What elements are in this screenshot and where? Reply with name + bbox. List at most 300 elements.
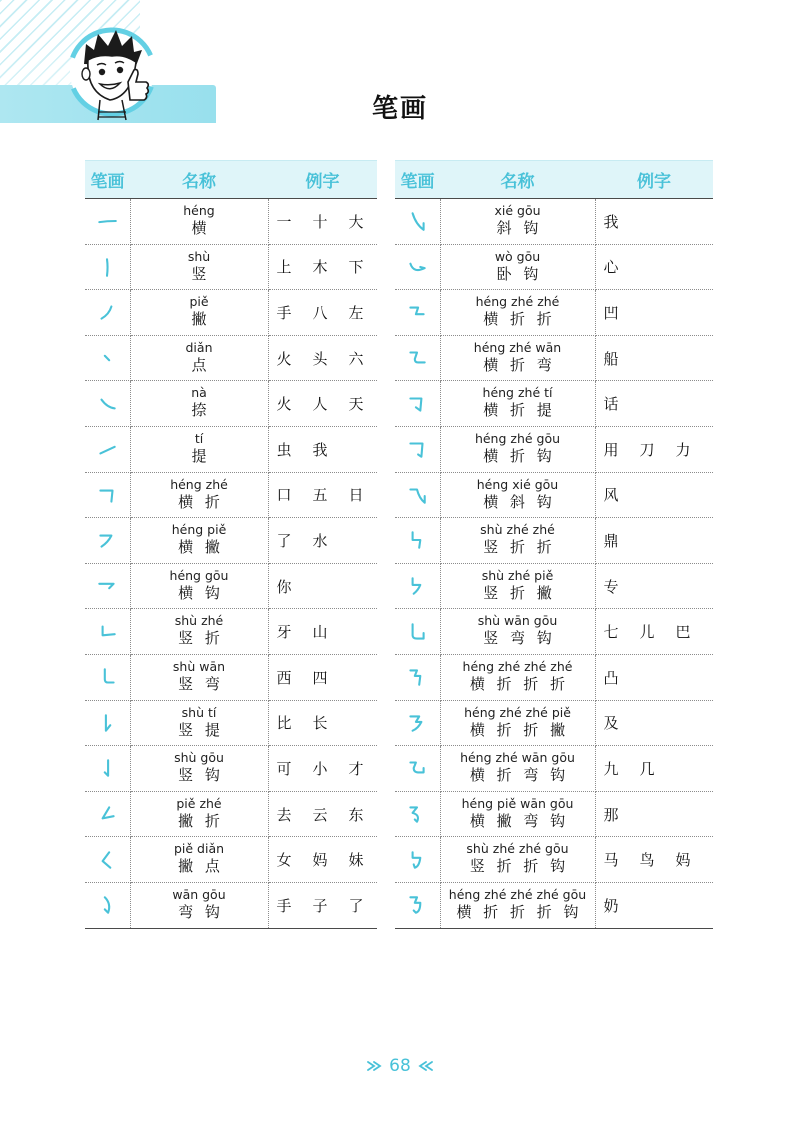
table-header-row	[395, 161, 713, 199]
examples-cell	[268, 518, 377, 564]
example-character: 八	[312, 303, 328, 322]
table-row	[85, 426, 377, 472]
example-character: 人	[312, 395, 328, 414]
heng-zhe-zhe-pie-stroke-icon	[406, 712, 428, 734]
example-character: 了	[348, 896, 364, 915]
example-character: 妈	[675, 851, 691, 870]
stroke-cell	[395, 381, 440, 427]
stroke-cell	[395, 472, 440, 518]
pinyin-label: shù wān	[172, 658, 226, 674]
table-header-row	[85, 161, 377, 199]
example-character: 子	[312, 896, 328, 915]
example-character: 长	[312, 714, 328, 733]
examples-cell	[595, 426, 713, 472]
stroke-name: 横 折 钩	[483, 446, 552, 465]
stroke-cell	[395, 335, 440, 381]
name-cell	[440, 472, 595, 518]
pinyin-label: diǎn	[185, 339, 213, 355]
pinyin-label: piě zhé	[176, 795, 222, 811]
pinyin-label: piě	[189, 294, 209, 310]
table-row	[85, 335, 377, 381]
stroke-cell	[85, 882, 130, 928]
stroke-cell	[85, 381, 130, 427]
pinyin-label: shù zhé zhé	[480, 522, 555, 538]
header-examples: 例字	[595, 161, 713, 199]
wo-gou-stroke-icon	[406, 256, 428, 278]
table-row	[85, 700, 377, 746]
table-row	[395, 791, 713, 837]
stroke-name: 弯 钩	[178, 902, 220, 921]
name-cell	[130, 882, 268, 928]
heng-zhe-ti-stroke-icon	[406, 393, 428, 415]
name-cell	[130, 609, 268, 655]
example-character: 下	[348, 258, 364, 277]
example-character: 话	[603, 395, 619, 414]
example-character: 西	[276, 668, 292, 687]
stroke-name: 提	[191, 446, 207, 465]
name-cell	[440, 837, 595, 883]
name-cell	[130, 791, 268, 837]
table-row	[85, 791, 377, 837]
name-cell	[440, 700, 595, 746]
stroke-name: 斜 钩	[496, 219, 539, 237]
table-row	[85, 609, 377, 655]
table-row	[85, 381, 377, 427]
shu-zhe-pie-stroke-icon	[406, 575, 428, 597]
ti-stroke-icon	[96, 438, 118, 460]
stroke-name: 竖	[191, 264, 207, 283]
examples-cell	[268, 746, 377, 792]
stroke-cell	[85, 700, 130, 746]
example-character: 刀	[639, 440, 655, 459]
stroke-cell	[85, 335, 130, 381]
pinyin-label: héng zhé	[170, 476, 228, 492]
table-row	[395, 837, 713, 883]
heng-pie-stroke-icon	[96, 529, 118, 551]
table-row	[85, 199, 377, 245]
name-cell	[130, 472, 268, 518]
pinyin-label: nà	[191, 385, 207, 401]
strokes-table-left	[85, 160, 377, 929]
pinyin-label: piě diǎn	[173, 841, 225, 857]
examples-cell	[268, 335, 377, 381]
table-row	[85, 746, 377, 792]
example-character: 凹	[603, 303, 619, 322]
examples-cell	[595, 882, 713, 928]
stroke-cell	[395, 518, 440, 564]
example-character: 我	[603, 212, 619, 231]
table-row	[85, 654, 377, 700]
example-character: 妈	[312, 851, 328, 870]
example-character: 儿	[639, 623, 655, 642]
table-row	[395, 654, 713, 700]
heng-zhe-zhe-stroke-icon	[406, 301, 428, 323]
example-character: 口	[276, 486, 292, 505]
name-cell	[130, 837, 268, 883]
xie-gou-stroke-icon	[406, 210, 428, 232]
stroke-cell	[85, 518, 130, 564]
pinyin-label: shù wān gōu	[477, 613, 558, 629]
pinyin-label: héng zhé zhé piě	[464, 704, 571, 720]
header-examples: 例字	[268, 161, 377, 199]
name-cell	[440, 609, 595, 655]
examples-cell	[268, 244, 377, 290]
strokes-table-right	[395, 160, 713, 929]
examples-cell	[268, 700, 377, 746]
name-cell	[440, 518, 595, 564]
name-cell	[440, 654, 595, 700]
name-cell	[130, 700, 268, 746]
pinyin-label: héng	[183, 203, 215, 218]
stroke-name: 横 折 弯 钩	[469, 766, 566, 785]
example-character: 凸	[603, 668, 619, 687]
examples-cell	[595, 472, 713, 518]
example-character: 船	[603, 349, 619, 368]
examples-cell	[268, 426, 377, 472]
name-cell	[130, 518, 268, 564]
name-cell	[130, 244, 268, 290]
examples-cell	[268, 837, 377, 883]
example-character: 虫	[276, 440, 292, 459]
table-row	[85, 882, 377, 928]
pinyin-label: shù	[187, 248, 211, 264]
stroke-cell	[85, 199, 130, 245]
name-cell	[440, 381, 595, 427]
pinyin-label: héng zhé wān	[473, 339, 562, 355]
example-character: 云	[312, 805, 328, 824]
pinyin-label: héng piě wān gōu	[461, 795, 574, 811]
example-character: 力	[675, 440, 691, 459]
shu-zhe-zhe-gou-stroke-icon	[406, 849, 428, 871]
ornament-left-icon	[367, 1060, 383, 1072]
stroke-cell	[85, 837, 130, 883]
example-character: 比	[276, 714, 292, 733]
examples-cell	[268, 381, 377, 427]
heng-stroke-icon	[96, 210, 118, 232]
pie-zhe-stroke-icon	[96, 803, 118, 825]
pinyin-label: shù tí	[181, 704, 217, 720]
example-character: 五	[312, 486, 328, 505]
stroke-name: 横 折 折 折	[469, 674, 566, 693]
pinyin-label: shù zhé zhé gōu	[466, 841, 569, 857]
table-row	[85, 244, 377, 290]
example-character: 专	[603, 577, 619, 596]
pinyin-label: héng zhé wān gōu	[460, 750, 575, 766]
na-stroke-icon	[96, 393, 118, 415]
shu-ti-stroke-icon	[96, 712, 118, 734]
example-character: 山	[312, 623, 328, 642]
heng-gou-stroke-icon	[96, 575, 118, 597]
example-character: 女	[276, 851, 292, 870]
pinyin-label: wān gōu	[172, 886, 226, 902]
example-character: 去	[276, 805, 292, 824]
example-character: 左	[348, 303, 364, 322]
pinyin-label: shù gōu	[174, 750, 224, 766]
name-cell	[440, 290, 595, 336]
stroke-name: 横 折 折 撇	[469, 720, 566, 739]
examples-cell	[268, 199, 377, 245]
page-number: 68	[389, 1056, 411, 1076]
example-character: 鼎	[603, 531, 619, 550]
examples-cell	[595, 837, 713, 883]
shu-gou-stroke-icon	[96, 757, 118, 779]
heng-zhe-stroke-icon	[96, 484, 118, 506]
example-character: 四	[312, 668, 328, 687]
table-row	[395, 199, 713, 245]
example-character: 水	[312, 531, 328, 550]
name-cell	[130, 381, 268, 427]
example-character: 了	[276, 531, 292, 550]
heng-zhe-wan-gou-stroke-icon	[406, 757, 428, 779]
example-character: 风	[603, 486, 619, 505]
shu-zhe-zhe-stroke-icon	[406, 529, 428, 551]
example-character: 六	[348, 349, 364, 368]
table-row	[395, 244, 713, 290]
example-character: 十	[312, 212, 328, 231]
header-stroke: 笔画	[85, 161, 130, 199]
example-character: 鸟	[639, 851, 655, 870]
stroke-cell	[395, 837, 440, 883]
stroke-name: 点	[191, 355, 207, 374]
example-character: 大	[348, 212, 364, 231]
stroke-cell	[85, 654, 130, 700]
shu-zhe-stroke-icon	[96, 621, 118, 643]
stroke-name: 卧 钩	[496, 264, 539, 283]
example-character: 火	[276, 395, 292, 414]
stroke-cell	[395, 426, 440, 472]
example-character: 牙	[276, 623, 292, 642]
name-cell	[440, 746, 595, 792]
header-stroke: 笔画	[395, 161, 440, 199]
stroke-name: 横	[191, 219, 207, 237]
stroke-name: 横 折 折	[483, 310, 552, 329]
stroke-name: 竖 弯 钩	[483, 629, 552, 648]
name-cell	[440, 335, 595, 381]
example-character: 你	[276, 577, 292, 596]
example-character: 头	[312, 349, 328, 368]
pinyin-label: héng zhé zhé	[475, 294, 560, 310]
examples-cell	[595, 244, 713, 290]
header-name: 名称	[440, 161, 595, 199]
table-row	[395, 746, 713, 792]
page-title: 笔画	[371, 94, 428, 124]
example-character: 心	[603, 258, 619, 277]
example-character: 木	[312, 258, 328, 277]
stroke-cell	[85, 746, 130, 792]
example-character: 七	[603, 623, 619, 642]
stroke-cell	[85, 290, 130, 336]
shu-wan-stroke-icon	[96, 666, 118, 688]
stroke-name: 竖 钩	[178, 766, 220, 785]
heng-zhe-wan-stroke-icon	[406, 347, 428, 369]
name-cell	[130, 426, 268, 472]
examples-cell	[595, 654, 713, 700]
stroke-cell	[395, 199, 440, 245]
table-row	[85, 563, 377, 609]
stroke-cell	[395, 290, 440, 336]
name-cell	[130, 199, 268, 245]
page-footer	[0, 1055, 800, 1077]
stroke-name: 竖 折 撇	[483, 583, 552, 602]
examples-cell	[595, 381, 713, 427]
stroke-cell	[395, 700, 440, 746]
stroke-name: 竖 折 折 钩	[469, 857, 566, 876]
shu-stroke-icon	[96, 256, 118, 278]
stroke-cell	[85, 563, 130, 609]
example-character: 手	[276, 303, 292, 322]
example-character: 小	[312, 759, 328, 778]
pinyin-label: shù zhé piě	[481, 567, 554, 583]
example-character: 天	[348, 395, 364, 414]
example-character: 东	[348, 805, 364, 824]
stroke-name: 撇 点	[178, 857, 220, 876]
table-row	[395, 335, 713, 381]
table-row	[395, 609, 713, 655]
pinyin-label: héng zhé zhé zhé gōu	[448, 886, 587, 902]
name-cell	[130, 746, 268, 792]
pie-stroke-icon	[96, 301, 118, 323]
table-row	[395, 563, 713, 609]
stroke-name: 横 折	[178, 492, 220, 511]
examples-cell	[595, 609, 713, 655]
examples-cell	[595, 563, 713, 609]
pinyin-label: xié gōu	[494, 203, 541, 218]
heng-zhe-gou-stroke-icon	[406, 438, 428, 460]
name-cell	[440, 426, 595, 472]
example-character: 九	[603, 759, 619, 778]
example-character: 才	[348, 759, 364, 778]
examples-cell	[595, 700, 713, 746]
stroke-cell	[85, 472, 130, 518]
heng-xie-gou-stroke-icon	[406, 484, 428, 506]
example-character: 日	[348, 486, 364, 505]
pinyin-label: héng xié gōu	[476, 476, 559, 492]
stroke-name: 竖 折	[178, 629, 220, 648]
examples-cell	[595, 290, 713, 336]
table-row	[85, 472, 377, 518]
examples-cell	[268, 791, 377, 837]
pinyin-label: héng zhé gōu	[474, 430, 561, 446]
name-cell	[130, 654, 268, 700]
name-cell	[130, 290, 268, 336]
examples-cell	[268, 563, 377, 609]
wan-gou-stroke-icon	[96, 894, 118, 916]
example-character: 一	[276, 212, 292, 231]
table-row	[395, 381, 713, 427]
stroke-cell	[395, 746, 440, 792]
name-cell	[130, 335, 268, 381]
examples-cell	[595, 746, 713, 792]
stroke-name: 横 斜 钩	[483, 492, 552, 511]
table-row	[395, 472, 713, 518]
stroke-name: 竖 折 折	[483, 538, 552, 557]
example-character: 上	[276, 258, 292, 277]
examples-cell	[268, 472, 377, 518]
examples-cell	[268, 882, 377, 928]
header-name: 名称	[130, 161, 268, 199]
stroke-cell	[85, 244, 130, 290]
pinyin-label: héng piě	[171, 522, 227, 538]
stroke-cell	[395, 609, 440, 655]
stroke-name: 横 折 弯	[483, 355, 552, 374]
table-row	[395, 882, 713, 928]
heng-zhe-zhe-zhe-stroke-icon	[406, 666, 428, 688]
examples-cell	[595, 199, 713, 245]
stroke-name: 撇	[191, 310, 207, 329]
example-character: 可	[276, 759, 292, 778]
stroke-name: 横 折 提	[483, 401, 552, 420]
stroke-cell	[395, 791, 440, 837]
table-row	[395, 290, 713, 336]
stroke-cell	[395, 654, 440, 700]
examples-cell	[595, 791, 713, 837]
stroke-name: 竖 弯	[178, 674, 220, 693]
stroke-name: 竖 提	[178, 720, 220, 739]
stroke-name: 横 撇	[178, 538, 220, 557]
pinyin-label: héng gōu	[169, 567, 229, 583]
example-character: 几	[639, 759, 655, 778]
example-character: 火	[276, 349, 292, 368]
table-row	[85, 837, 377, 883]
table-row	[85, 518, 377, 564]
example-character: 妹	[348, 851, 364, 870]
ornament-right-icon	[417, 1060, 433, 1072]
stroke-name: 横 钩	[178, 583, 220, 602]
table-row	[85, 290, 377, 336]
name-cell	[440, 791, 595, 837]
stroke-name: 横 折 折 折 钩	[456, 902, 579, 921]
examples-cell	[268, 290, 377, 336]
example-character: 奶	[603, 896, 619, 915]
shu-wan-gou-stroke-icon	[406, 621, 428, 643]
heng-zhe-zhe-zhe-gou-stroke-icon	[406, 894, 428, 916]
examples-cell	[268, 609, 377, 655]
name-cell	[440, 563, 595, 609]
heng-pie-wan-gou-stroke-icon	[406, 803, 428, 825]
example-character: 那	[603, 805, 619, 824]
name-cell	[440, 199, 595, 245]
stroke-cell	[395, 563, 440, 609]
dian-stroke-icon	[96, 347, 118, 369]
example-character: 用	[603, 440, 619, 459]
stroke-cell	[85, 791, 130, 837]
table-row	[395, 426, 713, 472]
pinyin-label: héng zhé zhé zhé	[462, 658, 573, 674]
stroke-cell	[395, 882, 440, 928]
pinyin-label: wò gōu	[494, 248, 541, 264]
table-row	[395, 700, 713, 746]
stroke-cell	[85, 609, 130, 655]
stroke-name: 撇 折	[178, 811, 220, 830]
stroke-name: 捺	[191, 401, 207, 420]
stroke-cell	[395, 244, 440, 290]
examples-cell	[595, 518, 713, 564]
example-character: 马	[603, 851, 619, 870]
example-character: 手	[276, 896, 292, 915]
name-cell	[440, 882, 595, 928]
stroke-name: 横 撇 弯 钩	[469, 811, 566, 830]
examples-cell	[595, 335, 713, 381]
pinyin-label: héng zhé tí	[482, 385, 553, 401]
stroke-cell	[85, 426, 130, 472]
example-character: 及	[603, 714, 619, 733]
pinyin-label: shù zhé	[174, 613, 224, 629]
pinyin-label: tí	[194, 430, 204, 446]
name-cell	[440, 244, 595, 290]
pie-dian-stroke-icon	[96, 849, 118, 871]
example-character: 巴	[675, 623, 691, 642]
examples-cell	[268, 654, 377, 700]
